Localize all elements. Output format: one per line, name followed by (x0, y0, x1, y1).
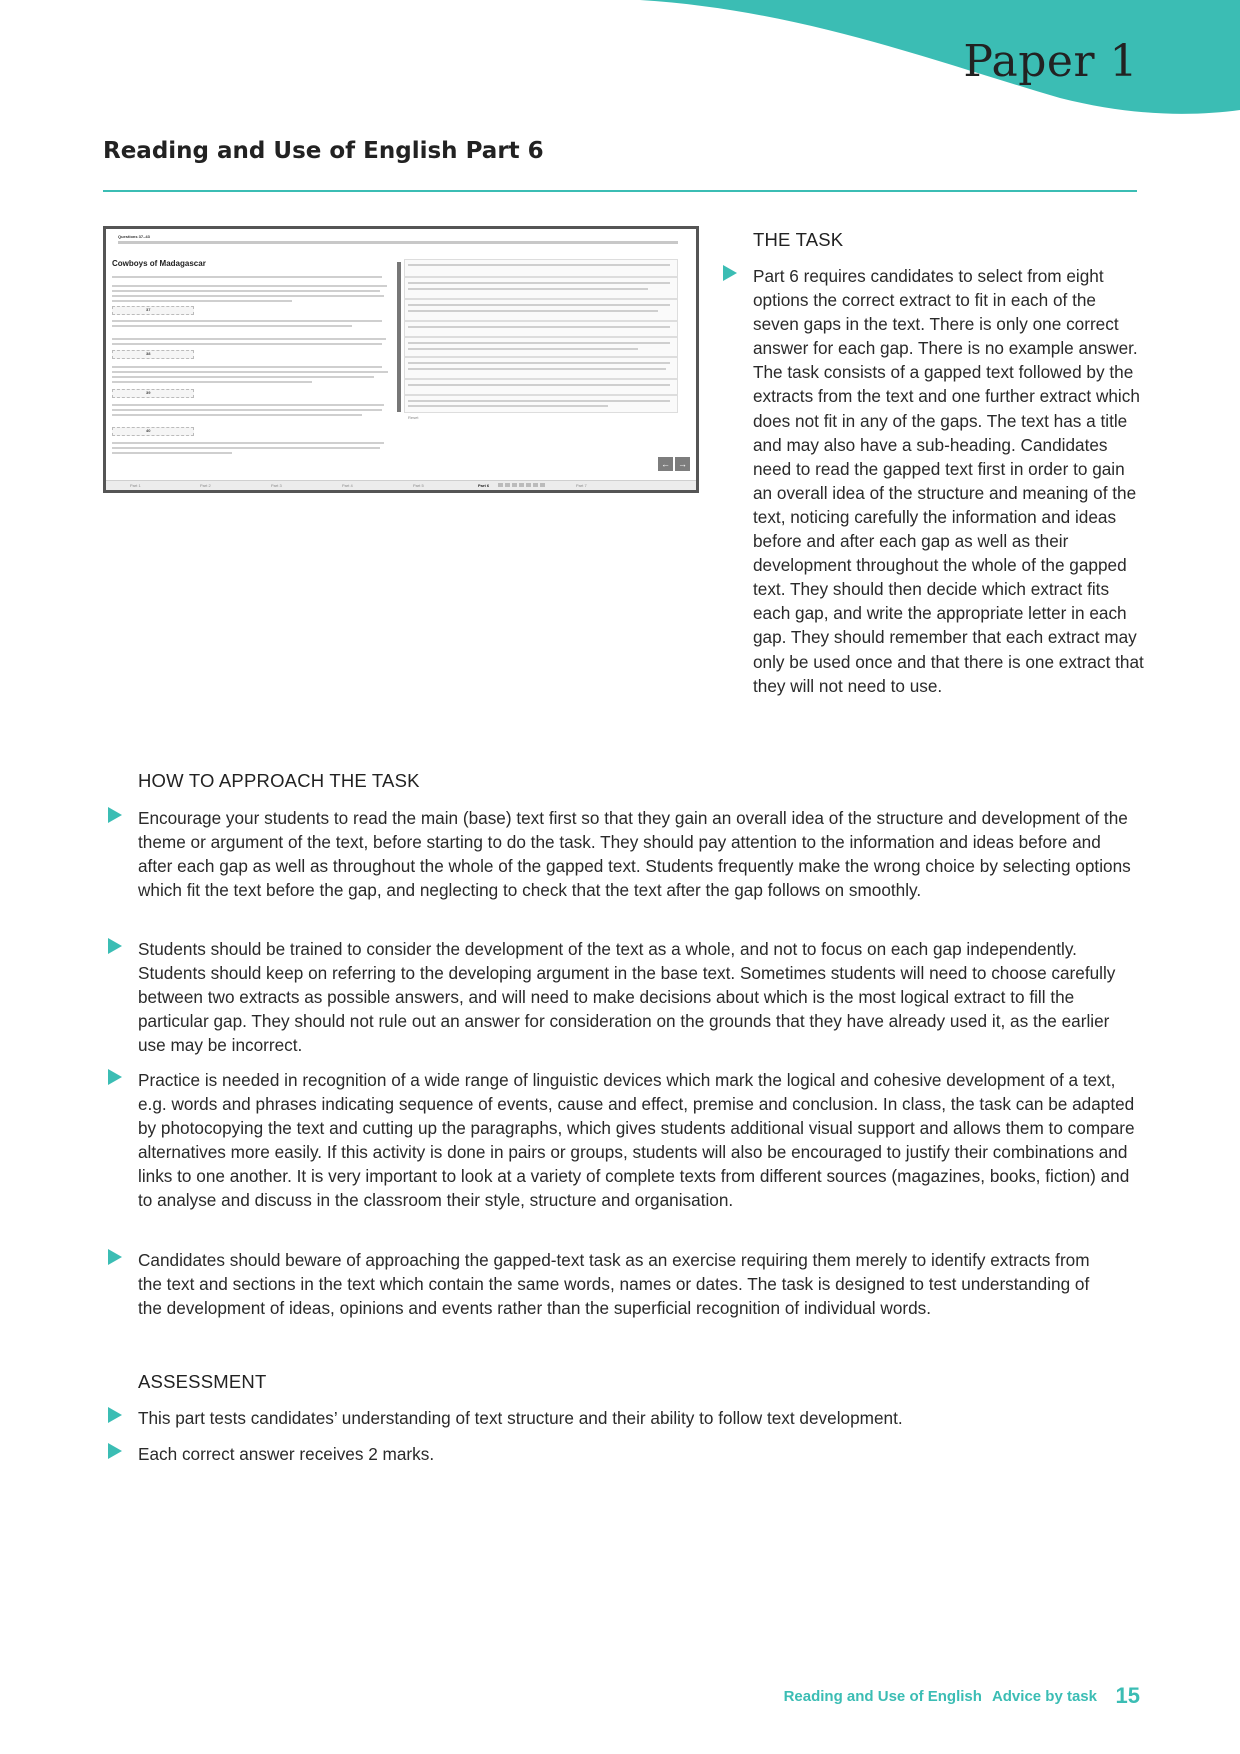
thumbnail-gap-number: 39 (146, 390, 151, 395)
bullet-arrow-icon (108, 1069, 122, 1085)
assessment-heading: ASSESSMENT (138, 1371, 267, 1392)
thumbnail-instructions (118, 241, 678, 244)
approach-bullet: Students should be trained to consider the development of the text as a whole, and not to focus on each gap independently. Students should keep on referring to the developing argument in the base text. Sometimes students will need to choose carefully between two extracts as possible answers, and will need to make decisions about which is the most logical extract to fill the particular gap. They should not rule out an answer for consideration on the grounds that they have already used it, as the earlier use may be incorrect. (138, 939, 1116, 1056)
thumbnail-part-tab: Part 7 (576, 483, 587, 488)
paper-title: Paper 1 (963, 36, 1138, 87)
section-divider (103, 190, 1137, 192)
page-number: 15 (1115, 1683, 1140, 1708)
thumbnail-prev-arrow-icon: ← (658, 457, 673, 471)
thumbnail-question-label: Questions 37–43 (118, 234, 150, 239)
assessment-bullet: This part tests candidates’ understanding of text structure and their ability to follow text development. (138, 1408, 903, 1428)
thumbnail-part-tab: Part 3 (271, 483, 282, 488)
thumbnail-part-tab: Part 5 (413, 483, 424, 488)
approach-bullet: Encourage your students to read the main (base) text first so that they gain an overall idea of the structure and development of the theme or argument of the text, before starting to do the task. They should pay attention to the information and ideas before and after each gap as well as throughout the whole of the gapped text. Students frequently make the wrong choice by selecting options which fit the text before the gap, and neglecting to check that the text after the gap follows on smoothly. (138, 808, 1131, 901)
thumbnail-gap-number: 38 (146, 351, 151, 356)
thumbnail-article-title: Cowboys of Madagascar (112, 259, 206, 268)
bullet-arrow-icon (108, 807, 122, 823)
thumbnail-part-tab-active: Part 6 (478, 483, 490, 488)
footer-section: Reading and Use of English (783, 1688, 982, 1705)
bullet-arrow-icon (108, 1443, 122, 1459)
approach-bullet: Candidates should beware of approaching the gapped-text task as an exercise requiring them merely to identify extracts from the text and sections in the text which contain the same words, names or dates. The task is designed to test understanding of the development of ideas, opinions and events rather than the superficial recognition of individual words. (138, 1250, 1090, 1319)
bullet-arrow-icon (108, 1407, 122, 1423)
thumbnail-part-tab: Part 1 (130, 483, 141, 488)
footer-subsection: Advice by task (991, 1688, 1097, 1705)
thumbnail-reset-link: Reset (408, 415, 419, 420)
section-title: Reading and Use of English Part 6 (103, 138, 544, 164)
thumbnail-part-tab: Part 4 (342, 483, 353, 488)
thumbnail-scrollbar (397, 262, 401, 412)
thumbnail-gap-number: 40 (146, 428, 151, 433)
bullet-arrow-icon (108, 938, 122, 954)
thumbnail-gapped-text (106, 256, 394, 462)
task-description: Part 6 requires candidates to select from eight options the correct extract to fit in each of the seven gaps in the text. There is only one correct answer for each gap. There is no example answer. The task consists of a gapped text followed by the extracts from the text and one further extract which does not fit in any of the gaps. The text has a title and may also have a sub-heading. Candidates need to read the gapped text first in order to gain an overall idea of the structure and meaning of the text, noticing carefully the information and ideas before and after each gap as well as their development throughout the whole of the gapped text. They should then decide which extract fits each gap, and write the appropriate letter in each gap. They should remember that each extract may only be used once and that there is one extract that they will not need to use. (753, 266, 1144, 696)
approach-heading: HOW TO APPROACH THE TASK (138, 770, 420, 791)
thumbnail-gap-number: 37 (146, 307, 151, 312)
bullet-arrow-icon (723, 265, 737, 281)
bullet-arrow-icon (108, 1249, 122, 1265)
footer-section-label (784, 1688, 1097, 1705)
exam-screenshot (103, 226, 699, 493)
assessment-bullet: Each correct answer receives 2 marks. (138, 1444, 435, 1464)
thumbnail-next-arrow-icon: → (675, 457, 690, 471)
task-heading: THE TASK (753, 229, 844, 250)
thumbnail-extracts (404, 259, 694, 455)
approach-bullet: Practice is needed in recognition of a wide range of linguistic devices which mark the logical and cohesive development of a text, e.g. words and phrases indicating sequence of events, cause and effect, premise and conclusion. In class, the task can be adapted by photocopying the text and cutting up the paragraphs, which gives students additional visual support and allows them to compare alternatives more easily. If this activity is done in pairs or groups, students will also be encouraged to justify their combinations and links to one another. It is very important to look at a variety of complete texts from different sources (magazines, books, fiction) and to analyse and discuss in the classroom their style, structure and organisation. (138, 1070, 1135, 1211)
thumbnail-footer-nav (106, 480, 696, 490)
thumbnail-part-tab: Part 2 (200, 483, 211, 488)
